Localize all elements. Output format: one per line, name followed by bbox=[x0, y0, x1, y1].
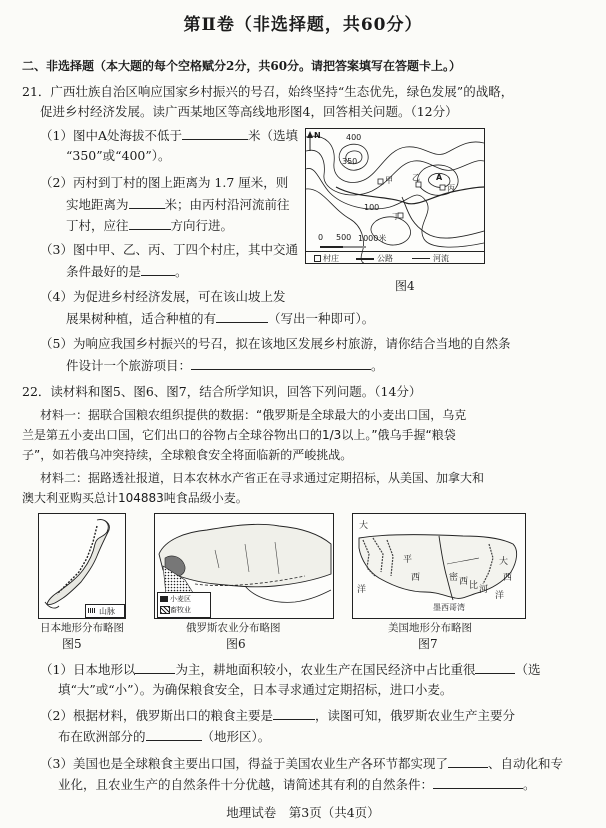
contour-label-400: 400 bbox=[346, 133, 362, 142]
atlantic-label-yang: 洋 bbox=[495, 591, 505, 601]
figure5-subtitle: 日本地形分布略图 bbox=[40, 622, 124, 634]
russia-legend bbox=[157, 592, 211, 618]
q22-part2-line2: 布在欧洲部分的 （地形区）。 bbox=[58, 729, 271, 744]
answer-blank[interactable] bbox=[135, 661, 175, 674]
legend-road-label: 公路 bbox=[377, 254, 393, 263]
q21-part1-options: “350”或“400”）。 bbox=[66, 148, 171, 163]
atlantic-label-da: 大 bbox=[499, 557, 509, 567]
q21-part3: （3）图中甲、乙、丙、丁四个村庄，其中交通 bbox=[40, 242, 298, 257]
answer-blank[interactable] bbox=[273, 707, 315, 720]
answer-blank[interactable] bbox=[433, 776, 523, 789]
answer-blank[interactable] bbox=[129, 217, 171, 230]
figure6-subtitle: 俄罗斯农业分布略图 bbox=[186, 622, 281, 634]
answer-blank[interactable] bbox=[191, 357, 371, 370]
q21-part1: （1）图中A处海拔不低于 米（选填 bbox=[40, 128, 298, 143]
answer-blank[interactable] bbox=[448, 755, 488, 768]
answer-blank[interactable] bbox=[141, 263, 175, 276]
map-legend bbox=[306, 251, 484, 264]
q21-part2-line3: 丁村，应往 方向行进。 bbox=[66, 218, 234, 233]
page-footer: 地理试卷 第3页（共4页） bbox=[226, 805, 380, 820]
q22-part1-line2: 填“大”或“小”）。为确保粮食安全，日本寻求通过定期招标，进口小麦。 bbox=[58, 682, 453, 697]
q21-part2-line2: 实地距离为 米；由丙村沿河流前往 bbox=[66, 197, 290, 212]
q21-part4: （4）为促进乡村经济发展，可在该山坡上发 bbox=[40, 289, 286, 304]
japan-terrain-map-figure5 bbox=[38, 513, 126, 619]
q22-part3: （3）美国也是全球粮食主要出口国，得益于美国农业生产各环节都实现了 、自动化和专 bbox=[40, 756, 563, 771]
legend-mountain-label: 山脉 bbox=[99, 607, 115, 616]
material1-line1: 材料一：据联合国粮农组织提供的数据：“俄罗斯是全球最大的小麦出口国，乌克 bbox=[40, 408, 467, 422]
contour-map-figure4 bbox=[305, 128, 485, 264]
village-yi-label: 乙 bbox=[412, 173, 420, 182]
usa-terrain-map-figure7 bbox=[352, 513, 526, 619]
page-title: 第Ⅱ卷（非选择题，共60分） bbox=[183, 15, 423, 35]
river-label-he: 河 bbox=[479, 585, 489, 595]
figure6-caption: 图6 bbox=[226, 637, 246, 651]
river-label-xi: 西 bbox=[459, 577, 469, 587]
atlantic-label-xi: 西 bbox=[503, 573, 513, 583]
figure7-subtitle: 美国地形分布略图 bbox=[388, 622, 472, 634]
scale-label-500: 500 bbox=[336, 233, 352, 242]
point-a-label: A bbox=[436, 173, 443, 182]
material1-line2: 兰是第五小麦出口国，它们出口的谷物占全球谷物出口的1/3以上。”俄乌手握“粮袋 bbox=[22, 428, 456, 442]
q22-part1: （1）日本地形以 为主，耕地面积较小，农业生产在国民经济中占比重很 （选 bbox=[40, 662, 541, 677]
q21-part5: （5）为响应我国乡村振兴的号召，拟在该地区发展乡村旅游，请你结合当地的自然条 bbox=[40, 336, 511, 351]
plains-label-ping: 平 bbox=[403, 555, 413, 565]
russia-agriculture-map-figure6 bbox=[154, 513, 334, 619]
river-label-bi: 比 bbox=[469, 581, 479, 591]
river-label-mi: 密 bbox=[449, 573, 459, 583]
q21-part4-line2: 展果树种植，适合种植的有 （写出一种即可）。 bbox=[66, 311, 375, 326]
legend-wheat-label: 小麦区 bbox=[170, 595, 191, 603]
contour-label-100: 100 bbox=[364, 203, 380, 212]
japan-legend bbox=[85, 604, 125, 618]
figure5-caption: 图5 bbox=[62, 637, 82, 651]
livestock-area-icon bbox=[160, 606, 170, 614]
contour-label-350: 350 bbox=[342, 157, 358, 166]
village-icon bbox=[314, 255, 321, 262]
q22-part3-line2: 业化，且农业生产的自然条件十分优越，请简述其有利的自然条件： 。 bbox=[58, 777, 536, 792]
legend-village-label: 村庄 bbox=[323, 254, 339, 263]
q21-part3-line2: 条件最好的是 。 bbox=[66, 264, 188, 279]
mountain-range-icon bbox=[88, 608, 96, 613]
figure7-caption: 图7 bbox=[418, 637, 438, 651]
material2-line1: 材料二：据路透社报道，日本农林水产省正在寻求通过定期招标，从美国、加拿大和 bbox=[40, 471, 485, 485]
contour-map-drawing bbox=[306, 129, 484, 263]
q22-part2: （2）根据材料，俄罗斯出口的粮食主要是 ，读图可知，俄罗斯农业生产主要分 bbox=[40, 708, 515, 723]
village-bing-label: 丙 bbox=[447, 184, 455, 193]
village-ding-label: 丁 bbox=[392, 212, 400, 221]
answer-blank[interactable] bbox=[182, 127, 248, 140]
answer-blank[interactable] bbox=[216, 310, 268, 323]
pacific-label-da: 大 bbox=[359, 521, 369, 531]
north-arrow-label: N bbox=[314, 131, 321, 140]
material2-line2: 澳大利亚购买总计104883吨食品级小麦。 bbox=[22, 491, 248, 505]
scale-label-0: 0 bbox=[318, 233, 324, 242]
gulf-of-mexico-label: 墨西哥湾 bbox=[433, 603, 465, 612]
q21-part5-line2: 件设计一个旅游项目： 。 bbox=[66, 358, 384, 373]
answer-blank[interactable] bbox=[146, 728, 202, 741]
plains-label-yuan: 西 bbox=[411, 573, 421, 583]
scale-label-1000: 1000米 bbox=[358, 234, 387, 243]
material1-line3: 子”，如若俄乌冲突持续，全球粮食安全将面临新的严峻挑战。 bbox=[22, 448, 353, 462]
q21-stem-line1: 21．广西壮族自治区响应国家乡村振兴的号召，始终坚持“生态优先，绿色发展”的战略， bbox=[22, 84, 514, 99]
wheat-area-icon bbox=[160, 596, 168, 602]
legend-livestock-label: 畜牧业 bbox=[170, 606, 191, 614]
q21-part2: （2）丙村到丁村的图上距离为 1.7 厘米，则 bbox=[40, 175, 289, 190]
river-icon bbox=[412, 258, 430, 259]
village-jia-label: 甲 bbox=[385, 176, 393, 185]
q21-stem-line2: 促进乡村经济发展。读广西某地区等高线地形图4，回答相关问题。（12分） bbox=[40, 104, 458, 119]
road-icon bbox=[356, 258, 374, 260]
figure4-caption: 图4 bbox=[395, 279, 415, 293]
q22-stem: 22．读材料和图5、图6、图7，结合所学知识，回答下列问题。（14分） bbox=[22, 384, 422, 399]
pacific-label-yang: 洋 bbox=[357, 585, 367, 595]
legend-river-label: 河流 bbox=[433, 254, 449, 263]
answer-blank[interactable] bbox=[129, 196, 165, 209]
japan-map-drawing bbox=[39, 514, 125, 618]
answer-blank[interactable] bbox=[475, 661, 515, 674]
section-header: 二、非选择题（本大题的每个空格赋分2分，共60分。请把答案填写在答题卡上。） bbox=[22, 59, 462, 73]
